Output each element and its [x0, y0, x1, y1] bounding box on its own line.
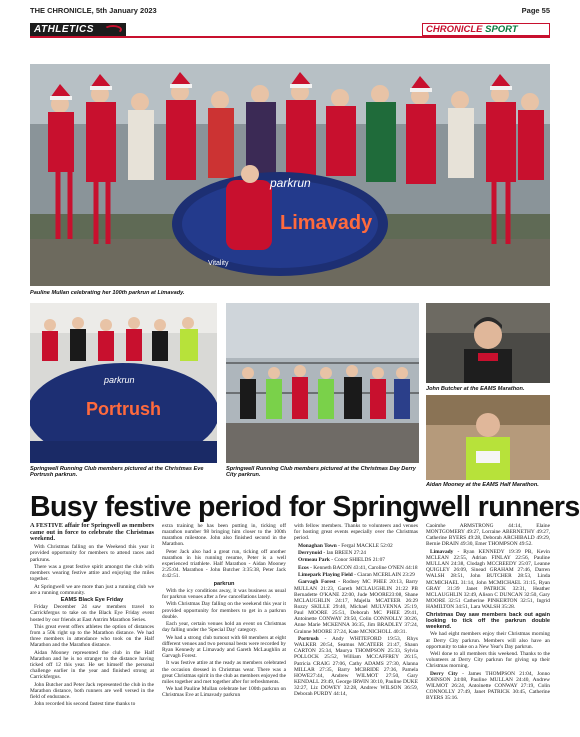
page-number: Page 55	[521, 6, 550, 15]
banner-sponsor: Vitality	[208, 260, 229, 267]
headline: Busy festive period for Springwell runners	[30, 491, 580, 523]
article-column-2	[162, 523, 286, 700]
paragraph: We had a strong club turnout with 68 members at eight different venues and two personal bests were recorded by Ryan Kennedy at Limavady and Gareth McLaughlin at Garvagh Forest.	[162, 634, 286, 660]
result-text: - James THOMPSON 21:04, Jonno JOHNSON 24:08, Pauline MULLAN 24:40, Andrew WILMOT 26:24, Antoinette CONWAY 27:19, Colin CONNOLLY 27:49, Janet PATRICK 30:45, Catherine BYERS 35:16.	[426, 670, 550, 702]
venue-name: Garvagh Forest	[298, 579, 336, 586]
venue-name: Limavady	[430, 548, 454, 555]
article-column-3	[294, 523, 418, 699]
publication-date: THE CHRONICLE, 5th January 2023	[30, 6, 157, 15]
venue-name: Derry City	[430, 670, 458, 677]
banner-brand: parkrun	[270, 176, 311, 190]
result-line	[294, 543, 418, 549]
paragraph: Each year, certain venues hold an event on Christmas day falling under the 'Special Day' category.	[162, 621, 286, 634]
article-column-1	[30, 523, 154, 709]
venue-name: Limepark Playing Field	[298, 572, 353, 579]
result-text: - Rodney MC PHEE 20:13, Barry MULLAN 21:23, Gareth MCLAUGHLIN 21:22 PB Bernadette O'KANE 22:00, Jude MOORE23:08, Shane MCLAUGHLIN 24:17, Majella MCATEER 26:29 Rozzy SKILLE 29:40, Michael MULVENNA 25:19, Paul MOORE 25:51, Deborah MC PHEE 29:41, Antoinette CONWAY 29:50, Colin CONNOLLY 30:26, Anne Marie MCKENNA 36:35, Jim BRADLEY 37:24, Grainne MOORE 37:24, Kate MCNICHOLL 40:31.	[294, 579, 418, 635]
photo-butcher	[426, 303, 550, 383]
venue-name: Portrush	[298, 635, 319, 642]
photo-derry	[226, 303, 419, 463]
brand-logo-red: CHRONICLE	[426, 24, 483, 35]
section-title: ATHLETICS	[34, 24, 94, 35]
subheading: EAMS Black Eye Friday	[60, 597, 124, 604]
result-line	[294, 636, 418, 698]
brand-logo-green: SPORT	[485, 24, 518, 35]
caption-portrush: Springwell Running Club members pictured at the Christmas Eve Portrush parkrun.	[30, 466, 204, 479]
paragraph: With Christmas falling on the Weekend this year it provided opportunity for members to attend races and parkruns.	[30, 544, 154, 563]
paragraph: We had Pauline Mullan celebrate her 100th parkrun on Christmas Eve at Limavady parkrun	[162, 686, 286, 699]
portrush-banner-brand: parkrun	[104, 375, 135, 385]
paragraph: There was a great festive spirit amongst the club with members wearing festive attire and enjoying the miles together.	[30, 563, 154, 583]
paragraph: It was festive attire at the ready as members celebrated the occasion dressed in Christmas wear. There was a great Christmas spirit in the club as members enjoyed the miles together and met together after for refreshments.	[162, 660, 286, 685]
venue-name: Ormeau Park	[298, 557, 330, 564]
paragraph: with fellow members. Thanks to volunteers and venues for hosting great events especially over the Christmas period.	[294, 523, 418, 542]
paragraph: Caoimhe ARMSTRONG 44:14, Elaine MONTGOMERY 49:27, Lorraine ABERNETHY 49:27, Catherine BYERS 49:28, Deborah ARCHIBALD 49:29, Bernie DRAIN 49:30, Emer THOMPSON 49:52.	[426, 523, 550, 548]
paragraph: Aidan Mooney represented the club in the Half Marathon and he is no stranger to the distance having ticked off 12 this year. He set himself the personal challenge earlier in the year and finished strong at Carrickfergus.	[30, 649, 154, 681]
subheading: Christmas Day saw members back out again looking to tick off the parkrun double weekend.	[426, 611, 550, 630]
section-label	[30, 23, 126, 36]
paragraph: Well done to all members this weekend. Thanks to the volunteers at Derry City parkrun for giving up their Christmas morning.	[426, 651, 550, 670]
paragraph: With the icy conditions away, it was business as usual for parkrun venues after a few cancellations lately.	[162, 587, 286, 601]
caption-mooney: Aidan Mooney at the EAMS Half Marathon.	[426, 482, 539, 488]
result-line	[294, 557, 418, 563]
brand-logo	[422, 23, 550, 36]
venue-name: Derrynoid	[298, 550, 322, 556]
result-line	[294, 565, 418, 571]
paragraph: We had eight members enjoy their Christmas morning at Derry City parkrun. Members will also have an opportunity to take on a New Year's Day parkrun.	[426, 631, 550, 650]
result-text: - Kenneth BACON 43:41, Caroline O'NEN 44:18	[308, 564, 418, 571]
caption-main: Pauline Mullan celebrating her 100th parkrun at Limavady.	[30, 290, 185, 296]
result-text: - Fergal MACKLE 52:02	[336, 542, 393, 549]
result-line	[294, 572, 418, 578]
caption-butcher: John Butcher at the EAMS Marathon.	[426, 386, 525, 392]
result-line	[426, 549, 550, 611]
paragraph: At Springwell we are more than just a running club we are a running community.	[30, 583, 154, 596]
photo-mooney	[426, 395, 550, 480]
article-column-4	[426, 523, 550, 703]
header-rule	[30, 36, 550, 38]
result-text: - Ciaran MCERLAIN 23:29	[352, 572, 415, 579]
result-text: - Andy WHITEFORD 19:53, Rhys WALKER 20:54, Seamus MCATEER 21:47, Shaun CARTON 25:34, Maurya THOMPSON 25:33, Sylvia POLLOCK 25:52, William MCCAFFREY 26:15, Patricia CRAIG 27:06, Cathy ADAMS 27:30, Alanna MILLAR 27:35, Barry MCBRIDE 27:36, Pamela HOWE27:44, Andrew WILMOT 27:50, Gary KENDALL 29:49, George IRWIN 30:10, Pauline DUKE 32:27, Liz DOWEY 32:28, Andrew WILSON 36:59, Deborah PURDY 44:14,	[294, 635, 418, 698]
paragraph: John Butcher and Peter Jack represented the club in the Marathon distance, both runners are well versed in the field of endurance.	[30, 681, 154, 701]
result-line	[294, 579, 418, 634]
result-line	[294, 550, 418, 556]
caption-derry: Springwell Running Club members pictured at the Christmas Day Derry City parkrun.	[226, 466, 416, 479]
result-line	[426, 671, 550, 702]
paragraph: With Christmas Day falling on the weekend this year it provided opportunity for members to get in a parkrun double.	[162, 601, 286, 620]
venue-name: Ecos	[298, 564, 309, 571]
photo-portrush	[30, 303, 217, 463]
portrush-banner-text: Portrush	[86, 399, 162, 419]
result-text: - Ryan KENNEDY 19:39 PB, Kevin MCLEAN 22:55, Adrian FINLAY 22:56, Pauline MULLAN 24:38, Clodagh MCCREEDY 25:07, Leanne QUIGLEY 26:09, Sinead GRAHAM 27:46, Darren WALSH 28:51, John BUTCHER 28:53, Linda MCMICHAEL 31:14, John MCMICHAEL 31:15, Ryan GRAY 31:39 Janet PATRICK 32:31, Heather MCLAUGHLIN 32:49, Alison C DUNCAN 32:50, Gary MOORE 32:51 Catherine PINKERTON 32:51, Ingrid HAMILTON 34:51, Lara WALSH 35:28.	[426, 548, 550, 611]
page-header	[30, 6, 550, 20]
banner-text: Limavady	[280, 212, 373, 234]
result-text: - Ian BREEN 27:24	[321, 550, 366, 556]
venue-name: Monaghan Town	[298, 542, 337, 549]
lead-paragraph: A FESTIVE affair for Springwell as members came out in force to celebrate the Christmas weekend.	[30, 522, 154, 543]
paragraph: Friday December 24 saw members travel to Carrickfergus to take on the Black Eye Friday event hosted by our friends at East Antrim Marathon Series.	[30, 604, 154, 623]
result-text: - Conor SHIELDS 21:07	[329, 557, 385, 564]
photo-main-group	[30, 64, 550, 286]
subheading: parkrun	[213, 580, 235, 587]
swoosh-icon	[104, 25, 122, 34]
paragraph: Peter Jack also had a great run, ticking off another marathon in his running resume, Peter is a well experienced triathlete. Half Marathon - Aidan Mooney 2:25:04. Marathon - John Butcher 3:35:38, Peter Jack 4:42:51.	[162, 548, 286, 580]
paragraph: John recorded his second fastest time thanks to	[34, 701, 136, 708]
paragraph: extra training he has been putting in, ticking off marathon number 98 bringing him closer to the 100th marathon milestone. John also finished second in the Marathon.	[162, 523, 286, 548]
paragraph: This great event offers athletes the option of distances from a 50k right up to the Marathon distance. We had three members in attendance who took on the Half Marathon and the Marathon distance.	[30, 623, 154, 649]
